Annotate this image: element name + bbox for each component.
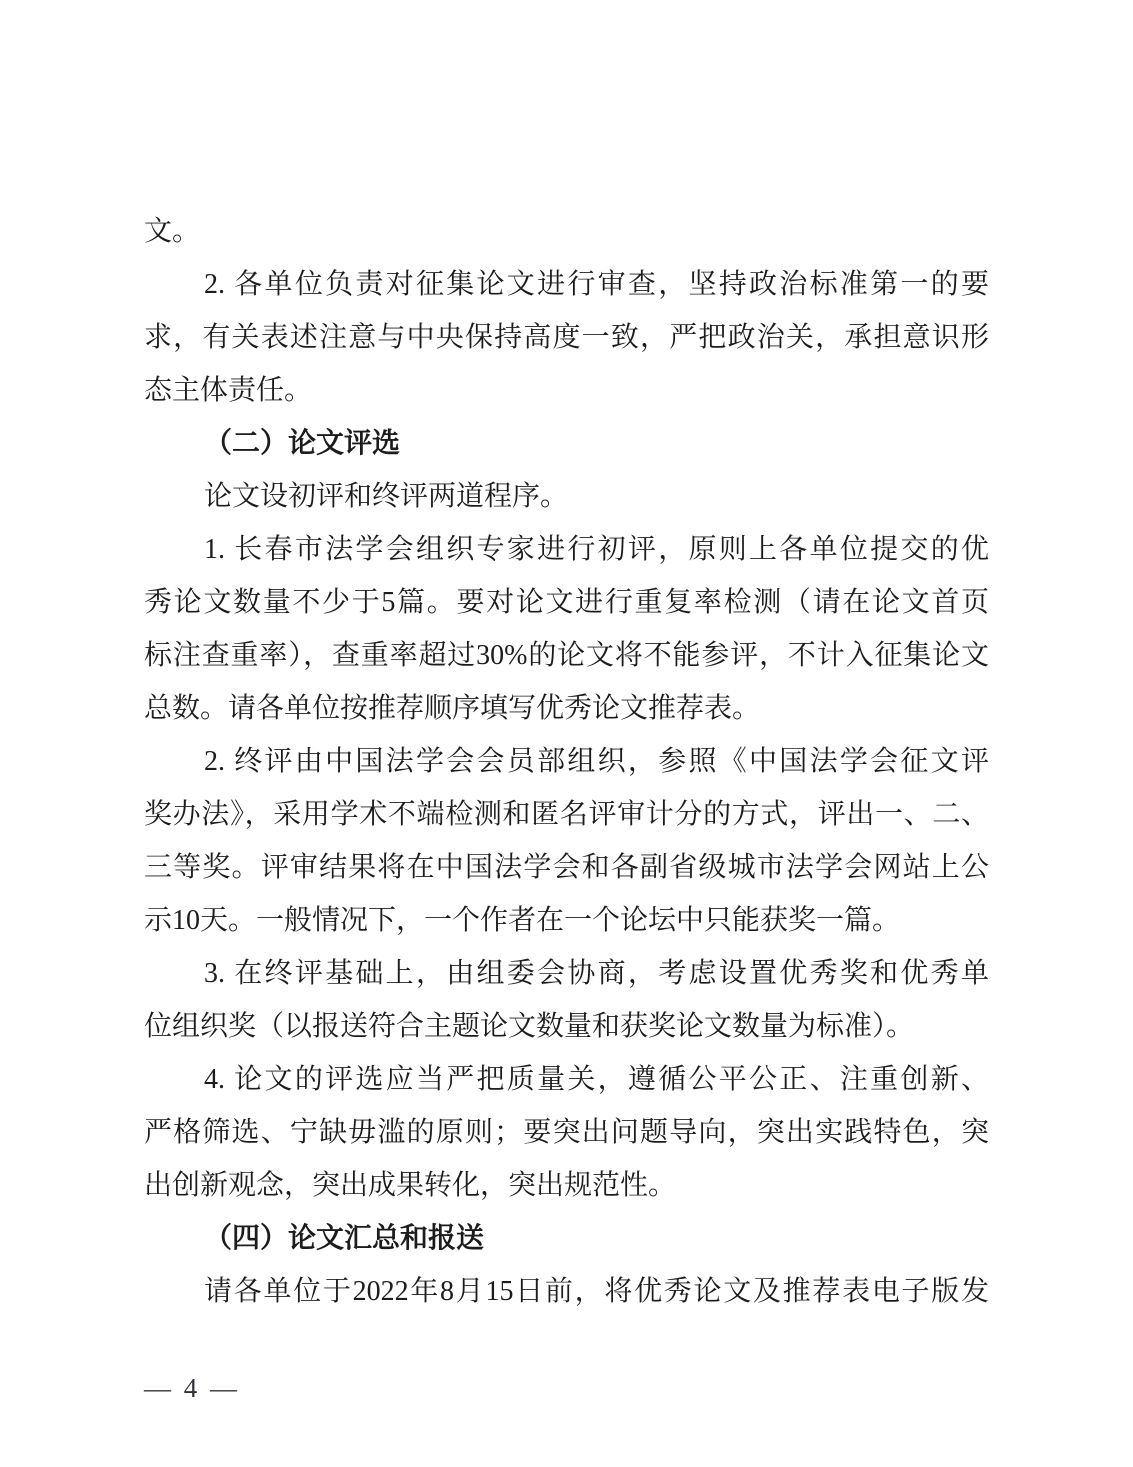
paragraph-line: 标注查重率），查重率超过30%的论文将不能参评，不计入征集论文 <box>144 640 989 671</box>
paragraph <box>144 205 989 258</box>
paragraph-line: 4. 论文的评选应当严把质量关，遵循公平公正、注重创新、 <box>204 1064 989 1095</box>
paragraph-line: 秀论文数量不少于5篇。要对论文进行重复率检测（请在论文首页 <box>144 587 989 618</box>
paragraph-line: 求，有关表述注意与中央保持高度一致，严把政治关，承担意识形 <box>144 322 989 353</box>
paragraph <box>144 258 989 417</box>
paragraph <box>144 735 989 947</box>
section-heading-text: （四）论文汇总和报送 <box>204 1223 485 1254</box>
paragraph <box>144 1265 989 1318</box>
paragraph-line: 2. 终评由中国法学会会员部组织，参照《中国法学会征文评 <box>204 746 989 777</box>
paragraph-line: 总数。请各单位按推荐顺序填写优秀论文推荐表。 <box>144 693 761 724</box>
paragraph-line: 示10天。一般情况下，一个作者在一个论坛中只能获奖一篇。 <box>144 905 901 936</box>
paragraph-line: 三等奖。评审结果将在中国法学会和各副省级城市法学会网站上公 <box>144 852 989 883</box>
paragraph-line: 出创新观念，突出成果转化，突出规范性。 <box>144 1170 677 1201</box>
paragraph-line: 1. 长春市法学会组织专家进行初评，原则上各单位提交的优 <box>204 534 989 565</box>
paragraph <box>144 947 989 1053</box>
section-heading-text: （二）论文评选 <box>204 428 401 459</box>
paragraph <box>144 1053 989 1212</box>
paragraph-line: 文。 <box>144 216 201 247</box>
section-heading <box>144 1212 989 1265</box>
paragraph-line: 奖办法》，采用学术不端检测和匿名评审计分的方式，评出一、二、 <box>144 799 989 830</box>
paragraph <box>144 523 989 735</box>
section-heading <box>144 417 989 470</box>
paragraph-line: 2. 各单位负责对征集论文进行审查，坚持政治标准第一的要 <box>204 269 989 300</box>
paragraph-line: 3. 在终评基础上，由组委会协商，考虑设置优秀奖和优秀单 <box>204 958 989 989</box>
paragraph-line: 位组织奖（以报送符合主题论文数量和获奖论文数量为标准）。 <box>144 1011 915 1042</box>
paragraph-line: 态主体责任。 <box>144 375 313 406</box>
paragraph-line: 严格筛选、宁缺毋滥的原则；要突出问题导向，突出实践特色，突 <box>144 1117 989 1148</box>
page-number: — 4 — <box>144 1373 240 1403</box>
paragraph <box>144 470 989 523</box>
paragraph-line: 论文设初评和终评两道程序。 <box>204 481 569 512</box>
paragraph-line: 请各单位于2022年8月15日前，将优秀论文及推荐表电子版发 <box>204 1276 989 1307</box>
